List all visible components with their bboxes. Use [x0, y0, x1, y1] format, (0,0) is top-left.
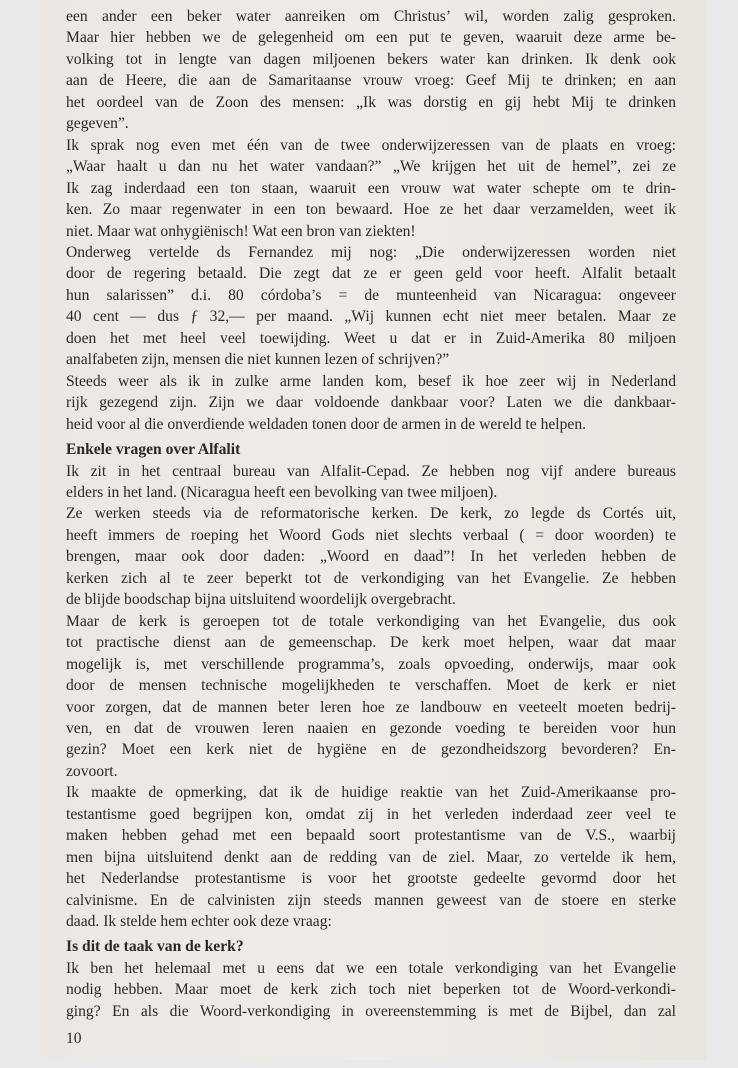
paragraph	[66, 242, 676, 371]
text-line: door de mensen technische mogelijkheden te verschaffen. Moet de kerk er niet	[66, 677, 676, 695]
text-line: brengen, maar ook door daden: „Woord en daad”! In het verleden hebben de	[66, 548, 676, 566]
text-line: Maar hier hebben we de gelegenheid om een put te geven, waaruit deze arme be-	[66, 29, 676, 47]
text-line: volking tot in lengte van dagen miljoenen bekers water kan drinken. Ik denk ook	[66, 50, 676, 68]
text-line: heeft immers de roeping het Woord Gods niet slechts verbaal ( = door woorden) te	[66, 526, 676, 544]
text-line: Ze werken steeds via de reformatorische kerken. De kerk, zo legde ds Cortés uit,	[66, 505, 676, 523]
text-line: Maar de kerk is geroepen tot de totale verkondiging van het Evangelie, dus ook	[66, 612, 676, 630]
text-line: maken hebben gehad met een bepaald soort protestantisme van de V.S., waarbij	[66, 827, 676, 845]
text-line: testantisme goed begrijpen kon, omdat zij in het verleden inderdaad zeer veel te	[66, 805, 676, 823]
paragraph	[66, 782, 676, 932]
paragraph	[66, 135, 676, 242]
page-body	[66, 6, 676, 1050]
section-heading	[66, 936, 676, 957]
text-line: mogelijk is, met verschillende programma’s, zoals opvoeding, onderwijs, maar ook	[66, 655, 676, 673]
text-line: calvinisme. En de calvinisten zijn steeds mannen geweest van de stoere en sterke	[66, 891, 676, 909]
text-line: voor zorgen, dat de mannen beter leren hoe ze landbouw en veeteelt moeten bedrij-	[66, 698, 676, 716]
book-page	[42, 0, 706, 1060]
page-number: 10	[66, 1030, 82, 1048]
text-line: men bijna uitsluitend denkt aan de redding van de ziel. Maar, zo vertelde ik hem,	[66, 848, 676, 866]
text-line: ven, en dat de vrouwen leren naaien en gezonde voeding te bereiden voor hun	[66, 719, 676, 737]
paragraph	[66, 611, 676, 783]
text-line: elders in het land. (Nicaragua heeft een bevolking van twee miljoen).	[66, 483, 498, 501]
text-line: doen het met heel veel toewijding. Weet u dat er in Zuid-Amerika 80 miljoen	[66, 329, 676, 347]
text-line: Ik zag inderdaad een ton staan, waaruit een vrouw wat water schepte om te drin-	[66, 179, 676, 197]
text-line: gegeven”.	[66, 115, 129, 133]
text-line: Enkele vragen over Alfalit	[66, 441, 241, 459]
text-line: „Waar haalt u dan nu het water vandaan?” „We krijgen het uit de hemel”, zei ze	[66, 158, 676, 176]
text-line: ken. Zo maar regenwater in een ton bewaard. Hoe ze het daar verzamelden, weet ik	[66, 201, 676, 219]
text-line: rijk gezegend zijn. Zijn we daar voldoende dankbaar voor? Laten we die dankbaar-	[66, 394, 676, 412]
text-line: door de regering betaald. Die zegt dat ze er geen geld voor heeft. Alfalit betaalt	[66, 265, 676, 283]
text-line: hun salarissen” d.i. 80 córdoba’s = de munteenheid van Nicaragua: ongeveer	[66, 286, 676, 304]
text-line: 40 cent — dus ƒ 32,— per maand. „Wij kunnen echt niet meer betalen. Maar ze	[66, 308, 676, 326]
text-line: het Nederlandse protestantisme is voor het grootste gedeelte gevormd door het	[66, 870, 676, 888]
text-line: analfabeten zijn, mensen die niet kunnen lezen of schrijven?”	[66, 351, 450, 369]
text-line: daad. Ik stelde hem echter ook deze vraag:	[66, 913, 332, 931]
paragraph	[66, 503, 676, 610]
text-line: zovoort.	[66, 762, 118, 780]
text-line: tot practische dienst aan de gemeenschap. De kerk moet helpen, waar dat maar	[66, 634, 676, 652]
text-line: heid voor al die onverdiende weldaden tonen door de armen in de wereld te helpen.	[66, 415, 587, 433]
text-line: Onderweg vertelde ds Fernandez mij nog: „Die onderwijzeressen worden niet	[66, 243, 676, 261]
text-line: aan de Heere, die aan de Samaritaanse vrouw vroeg: Geef Mij te drinken; en aan	[66, 72, 676, 90]
text-line: Is dit de taak van de kerk?	[66, 938, 244, 956]
text-line: een ander een beker water aanreiken om Christus’ wil, worden zalig gesproken.	[66, 8, 676, 25]
text-line: niet. Maar wat onhygiënisch! Wat een bron van ziekten!	[66, 222, 416, 240]
paragraph	[66, 461, 676, 504]
text-line: ging? En als die Woord-verkondiging in overeenstemming is met de Bijbel, dan zal	[66, 1002, 676, 1020]
text-line: het oordeel van de Zoon des mensen: „Ik was dorstig en gij hebt Mij te drinken	[66, 93, 676, 111]
text-line: Ik ben het helemaal met u eens dat we een totale verkondiging van het Evangelie	[66, 959, 676, 977]
text-line: Ik maakte de opmerking, dat ik de huidige reaktie van het Zuid-Amerikaanse pro-	[66, 784, 676, 802]
text-line: nodig hebben. Maar moet de kerk zich toch niet beperken tot de Woord-verkondi-	[66, 981, 676, 999]
section-heading	[66, 439, 676, 460]
text-line: gezin? Moet een kerk niet de hygiëne en de gezondheidszorg bevorderen? En-	[66, 741, 676, 759]
text-line: Steeds weer als ik in zulke arme landen kom, besef ik hoe zeer wij in Nederland	[66, 372, 676, 390]
text-line: kerken zich al te zeer beperkt tot de verkondiging van het Evangelie. Ze hebben	[66, 569, 676, 587]
text-line: de blijde boodschap bijna uitsluitend woordelijk overgebracht.	[66, 591, 456, 609]
paragraph	[66, 958, 676, 1022]
paragraph	[66, 6, 676, 135]
text-line: Ik zit in het centraal bureau van Alfalit-Cepad. Ze hebben nog vijf andere bureaus	[66, 462, 676, 480]
paragraph	[66, 371, 676, 435]
text-line: Ik sprak nog even met één van de twee onderwijzeressen van de plaats en vroeg:	[66, 136, 676, 154]
